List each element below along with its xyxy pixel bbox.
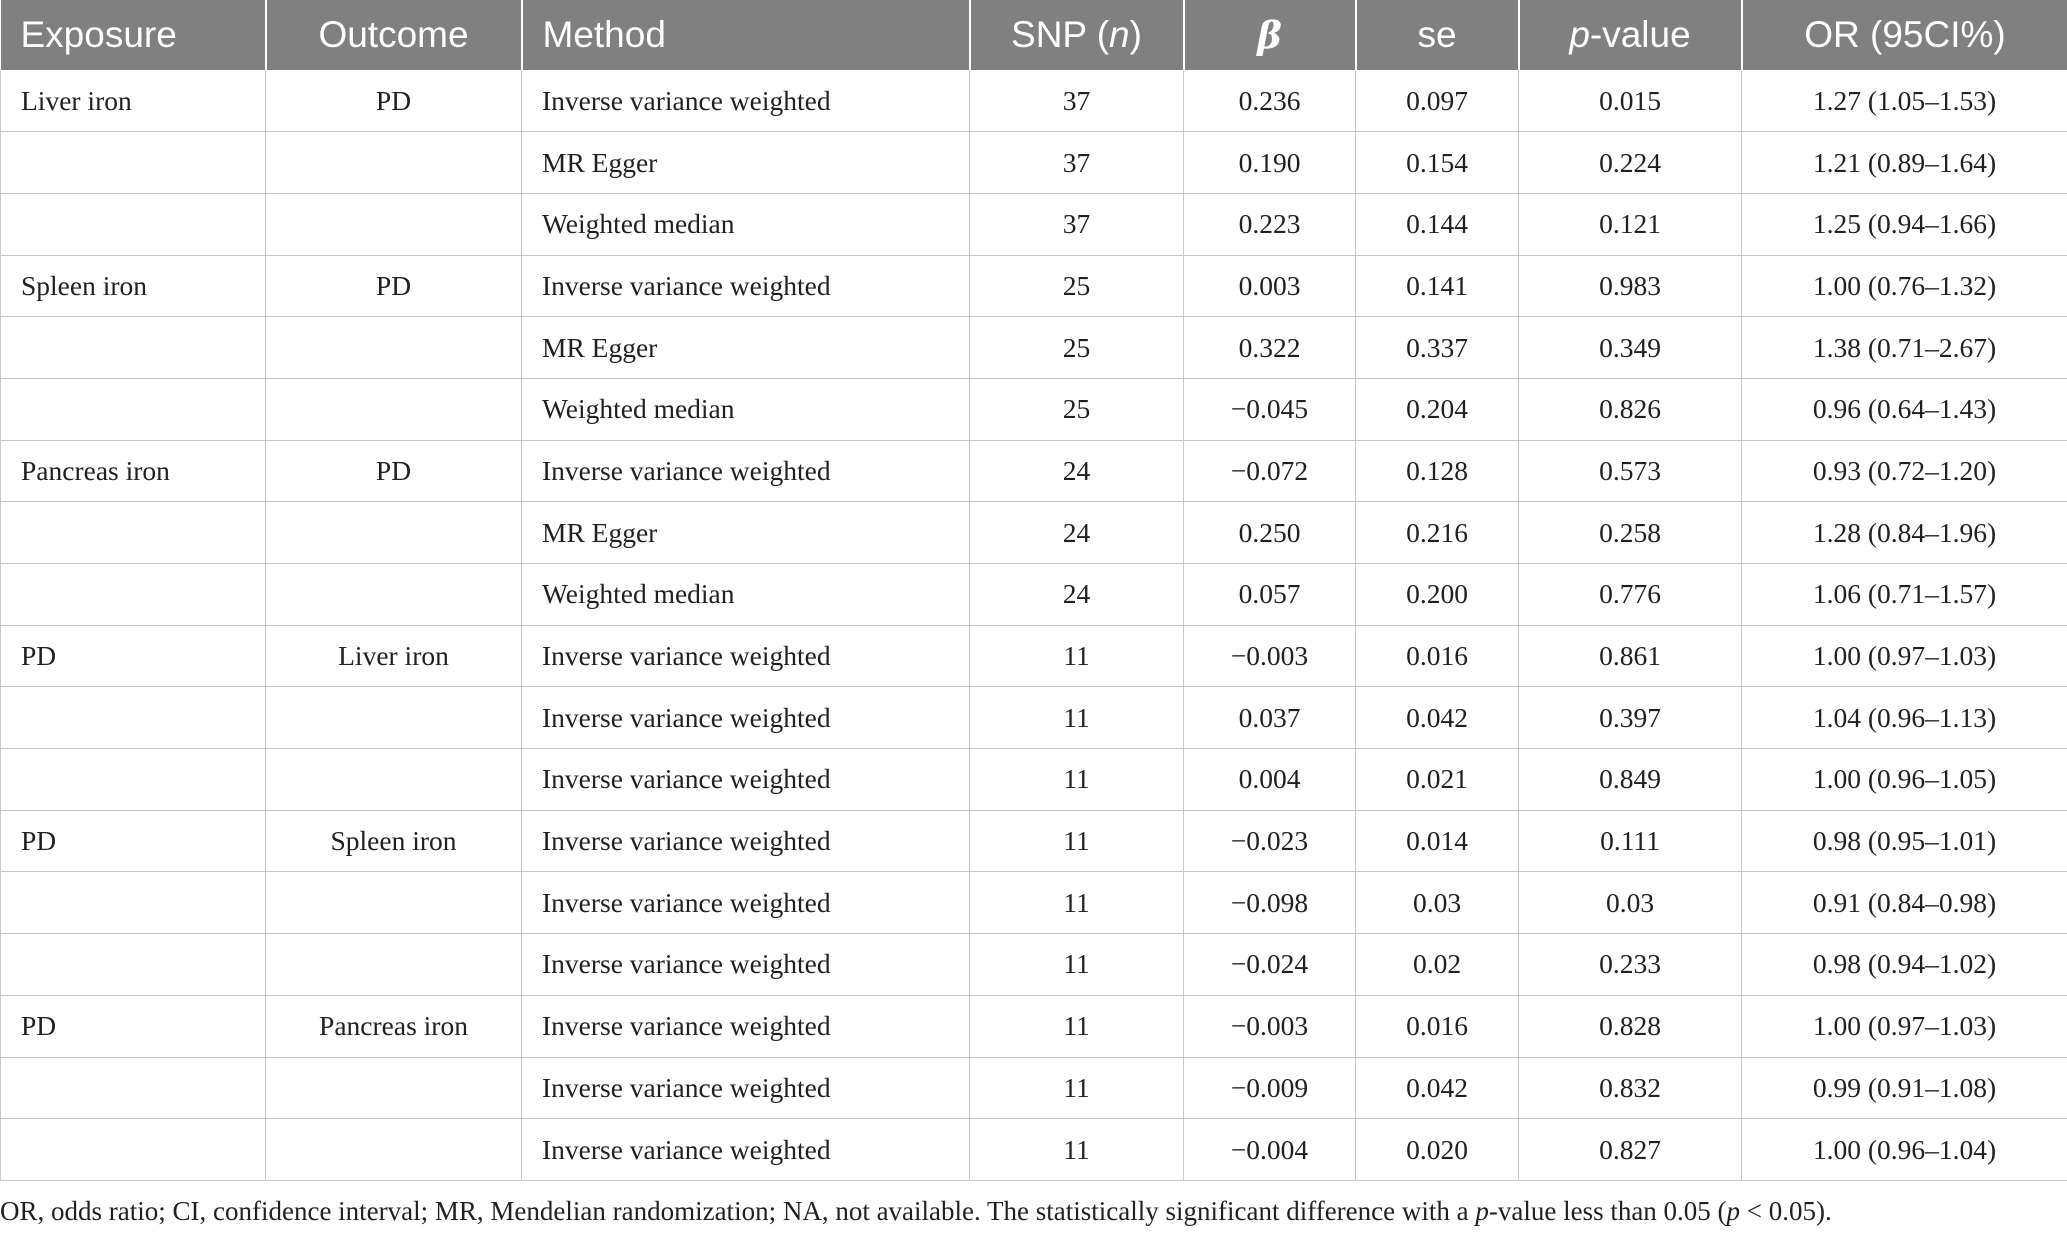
header-exposure: Exposure: [1, 0, 266, 70]
cell-outcome: [266, 378, 522, 440]
cell-se: 0.144: [1356, 193, 1519, 255]
cell-or: 0.93 (0.72–1.20): [1742, 440, 2067, 502]
cell-snp: 24: [970, 502, 1184, 564]
cell-snp: 25: [970, 255, 1184, 317]
header-beta-symbol: β: [1257, 13, 1282, 57]
cell-p: 0.397: [1519, 687, 1742, 749]
cell-beta: −0.023: [1184, 810, 1356, 872]
cell-method: Inverse variance weighted: [522, 810, 970, 872]
cell-exposure: [1, 502, 266, 564]
table-row: [1, 502, 2067, 564]
cell-se: 0.337: [1356, 317, 1519, 379]
cell-se: 0.021: [1356, 749, 1519, 811]
cell-exposure: [1, 1057, 266, 1119]
cell-beta: −0.072: [1184, 440, 1356, 502]
cell-beta: −0.024: [1184, 934, 1356, 996]
cell-or: 1.28 (0.84–1.96): [1742, 502, 2067, 564]
cell-or: 1.04 (0.96–1.13): [1742, 687, 2067, 749]
cell-snp: 11: [970, 1057, 1184, 1119]
header-beta: [1184, 0, 1356, 70]
cell-method: Inverse variance weighted: [522, 749, 970, 811]
cell-outcome: PD: [266, 70, 522, 132]
cell-outcome: [266, 872, 522, 934]
cell-exposure: Spleen iron: [1, 255, 266, 317]
cell-method: Inverse variance weighted: [522, 70, 970, 132]
cell-exposure: PD: [1, 625, 266, 687]
cell-outcome: [266, 749, 522, 811]
header-snp: [970, 0, 1184, 70]
cell-or: 1.00 (0.76–1.32): [1742, 255, 2067, 317]
cell-snp: 37: [970, 193, 1184, 255]
table-header: [1, 0, 2067, 70]
table-row: [1, 749, 2067, 811]
cell-outcome: [266, 317, 522, 379]
cell-se: 0.128: [1356, 440, 1519, 502]
cell-or: 0.98 (0.95–1.01): [1742, 810, 2067, 872]
cell-exposure: [1, 872, 266, 934]
cell-p: 0.121: [1519, 193, 1742, 255]
cell-exposure: [1, 564, 266, 626]
cell-p: 0.983: [1519, 255, 1742, 317]
table-row: [1, 872, 2067, 934]
table-row: [1, 810, 2067, 872]
cell-outcome: [266, 1119, 522, 1181]
footnote-p2: p: [1726, 1196, 1741, 1226]
cell-exposure: [1, 317, 266, 379]
cell-method: Inverse variance weighted: [522, 1057, 970, 1119]
header-pvalue-p: p: [1569, 14, 1590, 55]
cell-or: 1.00 (0.96–1.04): [1742, 1119, 2067, 1181]
header-pvalue-suffix: -value: [1589, 14, 1691, 55]
table-row: [1, 255, 2067, 317]
cell-method: Inverse variance weighted: [522, 625, 970, 687]
cell-method: Weighted median: [522, 564, 970, 626]
footnote-part1: OR, odds ratio; CI, confidence interval; MR, Mendelian randomization; NA, not available. The statistically significant difference with a: [0, 1196, 1476, 1226]
table-row: [1, 378, 2067, 440]
header-row: [1, 0, 2067, 70]
cell-snp: 11: [970, 1119, 1184, 1181]
table-row: [1, 687, 2067, 749]
cell-beta: 0.190: [1184, 132, 1356, 194]
table-row: [1, 934, 2067, 996]
cell-outcome: [266, 193, 522, 255]
table-body: [1, 70, 2067, 1180]
cell-or: 1.27 (1.05–1.53): [1742, 70, 2067, 132]
cell-outcome: Pancreas iron: [266, 995, 522, 1057]
cell-se: 0.097: [1356, 70, 1519, 132]
cell-p: 0.224: [1519, 132, 1742, 194]
table-row: [1, 70, 2067, 132]
cell-p: 0.03: [1519, 872, 1742, 934]
cell-snp: 11: [970, 625, 1184, 687]
header-pvalue: [1519, 0, 1742, 70]
cell-or: 0.91 (0.84–0.98): [1742, 872, 2067, 934]
cell-method: Weighted median: [522, 193, 970, 255]
cell-beta: 0.003: [1184, 255, 1356, 317]
cell-p: 0.826: [1519, 378, 1742, 440]
table-row: [1, 132, 2067, 194]
cell-method: Weighted median: [522, 378, 970, 440]
cell-se: 0.020: [1356, 1119, 1519, 1181]
cell-exposure: [1, 193, 266, 255]
cell-beta: −0.003: [1184, 995, 1356, 1057]
cell-method: Inverse variance weighted: [522, 872, 970, 934]
cell-outcome: [266, 687, 522, 749]
cell-exposure: Pancreas iron: [1, 440, 266, 502]
cell-p: 0.861: [1519, 625, 1742, 687]
cell-method: Inverse variance weighted: [522, 255, 970, 317]
cell-beta: −0.009: [1184, 1057, 1356, 1119]
cell-or: 1.00 (0.97–1.03): [1742, 625, 2067, 687]
cell-outcome: [266, 934, 522, 996]
cell-method: Inverse variance weighted: [522, 440, 970, 502]
cell-snp: 37: [970, 132, 1184, 194]
footnote-part3: < 0.05).: [1740, 1196, 1832, 1226]
cell-snp: 11: [970, 810, 1184, 872]
cell-outcome: Liver iron: [266, 625, 522, 687]
cell-p: 0.258: [1519, 502, 1742, 564]
cell-se: 0.016: [1356, 625, 1519, 687]
header-or: OR (95CI%): [1742, 0, 2067, 70]
header-outcome: Outcome: [266, 0, 522, 70]
cell-beta: 0.236: [1184, 70, 1356, 132]
cell-snp: 11: [970, 749, 1184, 811]
cell-se: 0.216: [1356, 502, 1519, 564]
cell-outcome: [266, 502, 522, 564]
cell-snp: 25: [970, 378, 1184, 440]
cell-se: 0.03: [1356, 872, 1519, 934]
cell-outcome: [266, 132, 522, 194]
cell-method: Inverse variance weighted: [522, 934, 970, 996]
cell-p: 0.111: [1519, 810, 1742, 872]
table-row: [1, 317, 2067, 379]
cell-p: 0.849: [1519, 749, 1742, 811]
cell-exposure: PD: [1, 995, 266, 1057]
cell-exposure: PD: [1, 810, 266, 872]
table-row: [1, 564, 2067, 626]
cell-exposure: [1, 749, 266, 811]
cell-exposure: Liver iron: [1, 70, 266, 132]
cell-snp: 11: [970, 995, 1184, 1057]
table-footnote: [0, 1196, 1832, 1227]
cell-beta: −0.098: [1184, 872, 1356, 934]
header-method: Method: [522, 0, 970, 70]
footnote-part2: -value less than 0.05 (: [1488, 1196, 1727, 1226]
cell-snp: 11: [970, 687, 1184, 749]
header-snp-n: n: [1109, 14, 1130, 55]
cell-method: MR Egger: [522, 317, 970, 379]
header-snp-suffix: ): [1129, 14, 1142, 55]
cell-beta: 0.223: [1184, 193, 1356, 255]
table-row: [1, 625, 2067, 687]
cell-p: 0.776: [1519, 564, 1742, 626]
table-row: [1, 1119, 2067, 1181]
cell-or: 1.25 (0.94–1.66): [1742, 193, 2067, 255]
cell-outcome: [266, 564, 522, 626]
cell-method: Inverse variance weighted: [522, 1119, 970, 1181]
cell-se: 0.014: [1356, 810, 1519, 872]
table-row: [1, 440, 2067, 502]
cell-outcome: [266, 1057, 522, 1119]
cell-snp: 37: [970, 70, 1184, 132]
cell-or: 0.99 (0.91–1.08): [1742, 1057, 2067, 1119]
cell-method: MR Egger: [522, 502, 970, 564]
cell-p: 0.015: [1519, 70, 1742, 132]
cell-beta: 0.057: [1184, 564, 1356, 626]
cell-p: 0.349: [1519, 317, 1742, 379]
cell-exposure: [1, 378, 266, 440]
cell-snp: 11: [970, 872, 1184, 934]
cell-method: Inverse variance weighted: [522, 687, 970, 749]
cell-outcome: Spleen iron: [266, 810, 522, 872]
cell-se: 0.02: [1356, 934, 1519, 996]
cell-p: 0.573: [1519, 440, 1742, 502]
cell-method: Inverse variance weighted: [522, 995, 970, 1057]
cell-se: 0.016: [1356, 995, 1519, 1057]
cell-exposure: [1, 132, 266, 194]
cell-or: 1.06 (0.71–1.57): [1742, 564, 2067, 626]
cell-exposure: [1, 934, 266, 996]
cell-beta: 0.322: [1184, 317, 1356, 379]
cell-or: 0.96 (0.64–1.43): [1742, 378, 2067, 440]
cell-se: 0.204: [1356, 378, 1519, 440]
footnote-p1: p: [1475, 1196, 1489, 1226]
cell-outcome: PD: [266, 440, 522, 502]
cell-snp: 24: [970, 440, 1184, 502]
table-row: [1, 193, 2067, 255]
cell-beta: 0.004: [1184, 749, 1356, 811]
cell-or: 1.38 (0.71–2.67): [1742, 317, 2067, 379]
header-snp-prefix: SNP (: [1011, 14, 1110, 55]
cell-se: 0.042: [1356, 687, 1519, 749]
cell-beta: 0.250: [1184, 502, 1356, 564]
cell-se: 0.042: [1356, 1057, 1519, 1119]
table-row: [1, 995, 2067, 1057]
cell-exposure: [1, 1119, 266, 1181]
cell-or: 0.98 (0.94–1.02): [1742, 934, 2067, 996]
cell-p: 0.832: [1519, 1057, 1742, 1119]
cell-p: 0.828: [1519, 995, 1742, 1057]
cell-beta: −0.004: [1184, 1119, 1356, 1181]
cell-or: 1.00 (0.96–1.05): [1742, 749, 2067, 811]
table-row: [1, 1057, 2067, 1119]
cell-snp: 11: [970, 934, 1184, 996]
cell-snp: 25: [970, 317, 1184, 379]
cell-se: 0.154: [1356, 132, 1519, 194]
cell-method: MR Egger: [522, 132, 970, 194]
cell-beta: −0.003: [1184, 625, 1356, 687]
cell-outcome: PD: [266, 255, 522, 317]
cell-p: 0.827: [1519, 1119, 1742, 1181]
cell-se: 0.141: [1356, 255, 1519, 317]
cell-beta: −0.045: [1184, 378, 1356, 440]
cell-p: 0.233: [1519, 934, 1742, 996]
cell-se: 0.200: [1356, 564, 1519, 626]
cell-beta: 0.037: [1184, 687, 1356, 749]
cell-exposure: [1, 687, 266, 749]
cell-or: 1.21 (0.89–1.64): [1742, 132, 2067, 194]
cell-or: 1.00 (0.97–1.03): [1742, 995, 2067, 1057]
header-se: se: [1356, 0, 1519, 70]
cell-snp: 24: [970, 564, 1184, 626]
